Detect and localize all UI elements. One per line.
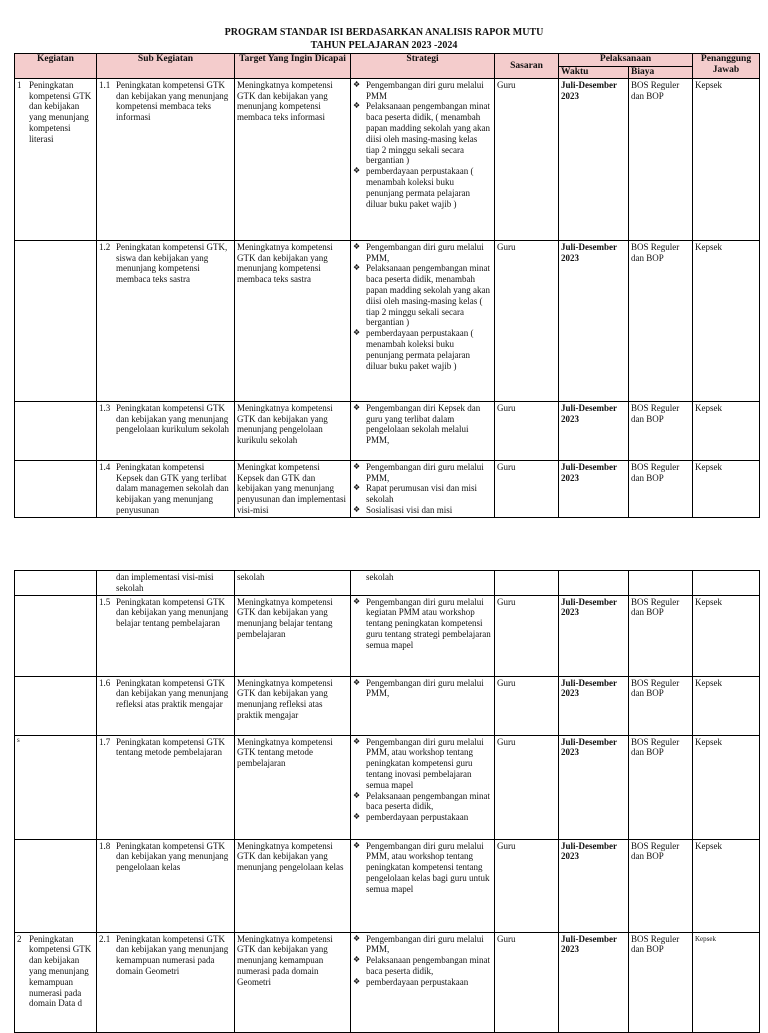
sub-kegiatan-text: Peningkatan kompetensi GTK dan kebijakan yang menunjang refleksi atas praktik mengajar: [116, 677, 229, 710]
table-row: [15, 571, 760, 596]
strategi-text: sekolah: [366, 572, 394, 582]
strategi-cell: [351, 595, 495, 676]
kegiatan-number: 2: [17, 933, 22, 944]
strategi-item: ❖ pemberdayaan perpustakaan: [353, 977, 492, 988]
biaya-cell: BOS Reguler dan BOP: [629, 401, 693, 460]
header-target: Target Yang Ingin Dicapai: [235, 54, 351, 79]
sub-kegiatan-number: 1.4: [99, 461, 111, 472]
strategi-item: ❖ Pengembangan diri guru melalui PMM,: [353, 462, 492, 484]
kegiatan-cell: [15, 735, 97, 839]
table-row: [15, 839, 760, 932]
header-sasaran: Sasaran: [495, 54, 559, 79]
sasaran-cell: Guru: [495, 735, 559, 839]
penanggung-jawab-cell: Kepsek: [693, 735, 760, 839]
table-row: [15, 932, 760, 1032]
target-cell: Meningkatnya kompetensi GTK dan kebijakan yang menunjang kemampuan numerasi pada domain Geometri: [235, 932, 351, 1032]
table-row: [15, 78, 760, 240]
biaya-cell: BOS Reguler dan BOP: [629, 735, 693, 839]
sub-kegiatan-text: Peningkatan kompetensi GTK dan kebijakan yang menunjang kemampuan numerasi pada domain Geometri: [116, 933, 229, 976]
waktu-cell: Juli-Desember 2023: [559, 839, 629, 932]
biaya-cell: BOS Reguler dan BOP: [629, 595, 693, 676]
strategi-list: [353, 462, 492, 516]
waktu-cell: Juli-Desember 2023: [559, 932, 629, 1032]
target-cell: Meningkatnya kompetensi GTK dan kebijakan yang menunjang pengelolaan kurikulu sekolah: [235, 401, 351, 460]
target-cell: Meningkatnya kompetensi GTK dan kebijakan yang menunjang refleksi atas praktik mengajar: [235, 676, 351, 735]
strategi-item: ❖ Pelaksanaan pengembangan minat baca peserta didik, menambah papan madding sekolah yang akan diisi oleh masing-masing kelas ( tiap 2 minggu sekali secara bergantian ): [353, 263, 492, 328]
strategi-item: ❖ Rapat perumusan visi dan misi sekolah: [353, 483, 492, 505]
penanggung-jawab-cell: Kepsek: [693, 460, 760, 517]
margin-mark: s: [17, 736, 20, 744]
kegiatan-cell: [15, 460, 97, 517]
penanggung-jawab-cell: Kepsek: [693, 839, 760, 932]
sub-kegiatan-cell: [97, 78, 235, 240]
kegiatan-number: 1: [17, 79, 22, 90]
target-cell: Meningkatnya kompetensi GTK dan kebijakan yang menunjang belajar tentang pembelajaran: [235, 595, 351, 676]
sub-kegiatan-cell: [97, 839, 235, 932]
strategi-list: [353, 934, 492, 988]
sub-kegiatan-text: dan implementasi visi-misi sekolah: [116, 572, 214, 593]
header-strategi: Strategi: [351, 54, 495, 79]
strategi-item: ❖ pemberdayaan perpustakaan ( menambah koleksi buku penunjang permata pelajaran diluar buku paket wajib ): [353, 328, 492, 371]
waktu-cell: Juli-Desember 2023: [559, 401, 629, 460]
biaya-cell: BOS Reguler dan BOP: [629, 240, 693, 401]
header-penanggung-jawab: Penanggung Jawab: [693, 54, 760, 79]
strategi-item: ❖ Pengembangan diri guru melalui PMM, atau workshop tentang peningkatan kompetensi tentang pengelolaan kelas bagi guru untuk semua mapel: [353, 841, 492, 895]
kegiatan-cell: [15, 240, 97, 401]
sub-kegiatan-cell: [97, 571, 235, 596]
sub-kegiatan-cell: [97, 676, 235, 735]
sasaran-cell: Guru: [495, 676, 559, 735]
strategi-cell: [351, 240, 495, 401]
program-table-page1: [14, 53, 760, 518]
waktu-cell: Juli-Desember 2023: [559, 78, 629, 240]
sub-kegiatan-cell: [97, 240, 235, 401]
penanggung-jawab-cell: Kepsek: [693, 595, 760, 676]
target-cell: Meningkatnya kompetensi GTK tentang metode pembelajaran: [235, 735, 351, 839]
waktu-cell: Juli-Desember 2023: [559, 595, 629, 676]
strategi-cell: [351, 839, 495, 932]
sub-kegiatan-number: 2.1: [99, 933, 111, 944]
sub-kegiatan-text: Peningkatan kompetensi GTK, siswa dan kebijakan yang menunjang kompetensi membaca teks sastra: [116, 241, 228, 285]
strategi-item: ❖ Pengembangan diri guru melalui PMM,: [353, 678, 492, 700]
strategi-list: [353, 403, 492, 446]
sub-kegiatan-number: 1.3: [99, 402, 111, 413]
kegiatan-cell: [15, 78, 97, 240]
sub-kegiatan-cell: [97, 932, 235, 1032]
strategi-item: ❖ Pengembangan diri guru melalui PMM,: [353, 934, 492, 956]
waktu-cell: Juli-Desember 2023: [559, 240, 629, 401]
table-row: [15, 735, 760, 839]
sub-kegiatan-cell: [97, 401, 235, 460]
strategi-item: ❖ Pelaksanaan pengembangan minat baca peserta didik, ( menambah papan madding sekolah yang akan diisi oleh masing-masing kelas tiap 2 minggu sekali secara bergantian ): [353, 101, 492, 166]
document-title: PROGRAM STANDAR ISI BERDASARKAN ANALISIS RAPOR MUTU: [224, 27, 544, 38]
sub-kegiatan-text: Peningkatan kompetensi GTK dan kebijakan yang menunjang pengelolaan kurikulum sekolah: [116, 402, 229, 435]
sub-kegiatan-text: Peningkatan kompetensi GTK tentang metode pembelajaran: [116, 736, 225, 758]
target-cell: Meningkatnya kompetensi GTK dan kebijakan yang menunjang kompetensi membaca teks informasi: [235, 78, 351, 240]
kegiatan-cell: [15, 571, 97, 596]
kegiatan-cell: [15, 932, 97, 1032]
strategi-item: ❖ Pengembangan diri guru melalui PMM: [353, 80, 492, 102]
kegiatan-cell: [15, 595, 97, 676]
strategi-list: [353, 80, 492, 210]
strategi-cell: [351, 460, 495, 517]
sub-kegiatan-number: 1.2: [99, 241, 111, 252]
penanggung-jawab-cell: Kepsek: [693, 78, 760, 240]
penanggung-jawab-cell: Kepsek: [693, 240, 760, 401]
program-table-page2: [14, 570, 760, 1033]
sub-kegiatan-number: 1.6: [99, 677, 111, 688]
penanggung-jawab-cell: Kepsek: [693, 401, 760, 460]
strategi-cell: [351, 676, 495, 735]
strategi-cell: [351, 571, 495, 596]
sub-kegiatan-cell: [97, 735, 235, 839]
strategi-list: [353, 242, 492, 372]
strategi-cell: [351, 78, 495, 240]
strategi-item: ❖ Pengembangan diri guru melalui kegiatan PMM atau workshop tentang peningkatan kompetensi guru tentang strategi pembelajaran semua mapel: [353, 597, 492, 651]
strategi-item: ❖ pemberdayaan perpustakaan: [353, 812, 492, 823]
sub-kegiatan-number: 1.7: [99, 736, 111, 747]
target-cell: Meningkatnya kompetensi GTK dan kebijakan yang menunjang kompetensi membaca teks sastra: [235, 240, 351, 401]
waktu-cell: Juli-Desember 2023: [559, 676, 629, 735]
sub-kegiatan-text: Peningkatan kompetensi GTK dan kebijakan yang menunjang belajar tentang pembelajaran: [116, 596, 229, 629]
waktu-cell: Juli-Desember 2023: [559, 735, 629, 839]
header-kegiatan: Kegiatan: [15, 54, 97, 79]
strategi-cell: [351, 735, 495, 839]
biaya-cell: BOS Reguler dan BOP: [629, 676, 693, 735]
target-cell: sekolah: [235, 571, 351, 596]
document-subtitle: TAHUN PELAJARAN 2023 -2024: [310, 40, 458, 51]
sasaran-cell: Guru: [495, 460, 559, 517]
biaya-cell: BOS Reguler dan BOP: [629, 932, 693, 1032]
strategi-list: [353, 678, 492, 700]
biaya-cell: BOS Reguler dan BOP: [629, 839, 693, 932]
strategi-item: ❖ Pengembangan diri guru melalui PMM, atau workshop tentang peningkatan kompetensi guru tentang inovasi pembelajaran semua mapel: [353, 737, 492, 791]
sub-kegiatan-text: Peningkatan kompetensi GTK dan kebijakan yang menunjang kompetensi membaca teks informasi: [116, 79, 229, 123]
strategi-item: ❖ Pengembangan diri guru melalui PMM,: [353, 242, 492, 264]
sub-kegiatan-number: 1.8: [99, 840, 111, 851]
table-row: [15, 240, 760, 401]
sub-kegiatan-cell: [97, 595, 235, 676]
kegiatan-cell: [15, 839, 97, 932]
sub-kegiatan-number: 1.5: [99, 596, 111, 607]
kegiatan-text: Peningkatan kompetensi GTK dan kebijakan yang menunjang kemampuan numerasi pada domain Data d: [29, 933, 92, 1009]
biaya-cell: [629, 571, 693, 596]
penanggung-jawab-cell: [693, 571, 760, 596]
sub-kegiatan-number: [99, 572, 116, 594]
sasaran-cell: [495, 571, 559, 596]
waktu-cell: [559, 571, 629, 596]
table-row: [15, 401, 760, 460]
biaya-cell: BOS Reguler dan BOP: [629, 78, 693, 240]
strategi-item: ❖ Pengembangan diri Kepsek dan guru yang terlibat dalam pengelolaan sekolah melalui PMM,: [353, 403, 492, 446]
sub-kegiatan-text: Peningkatan kompetensi GTK dan kebijakan yang menunjang pengelolaan kelas: [116, 840, 229, 873]
strategi-list: [353, 737, 492, 823]
kegiatan-text: Peningkatan kompetensi GTK dan kebijakan yang menunjang kompetensi literasi: [29, 79, 92, 144]
waktu-cell: Juli-Desember 2023: [559, 460, 629, 517]
strategi-cell: [351, 401, 495, 460]
strategi-list: [353, 841, 492, 895]
kegiatan-cell: [15, 401, 97, 460]
strategi-list: [353, 597, 492, 651]
strategi-cell: [351, 932, 495, 1032]
sasaran-cell: Guru: [495, 932, 559, 1032]
table-row: [15, 676, 760, 735]
header-biaya: Biaya: [629, 67, 693, 79]
strategi-item: ❖ Pelaksanaan pengembangan minat baca peserta didik,: [353, 955, 492, 977]
kegiatan-cell: [15, 676, 97, 735]
penanggung-jawab-cell: Kepsek: [693, 932, 760, 1032]
sub-kegiatan-text: Peningkatan kompetensi Kepsek dan GTK yang terlibat dalam managemen sekolah dan kebijakan yang menunjang penyusunan: [116, 461, 229, 515]
sasaran-cell: Guru: [495, 839, 559, 932]
sasaran-cell: Guru: [495, 595, 559, 676]
sasaran-cell: Guru: [495, 240, 559, 401]
sasaran-cell: Guru: [495, 401, 559, 460]
strategi-item: ❖ pemberdayaan perpustakaan ( menambah koleksi buku penunjang permata pelajaran diluar buku paket wajib ): [353, 166, 492, 209]
header-waktu: Waktu: [559, 67, 629, 79]
penanggung-jawab-cell: Kepsek: [693, 676, 760, 735]
strategi-item: ❖ Sosialisasi visi dan misi: [353, 505, 492, 516]
header-sub-kegiatan: Sub Kegiatan: [97, 54, 235, 79]
sub-kegiatan-number: 1.1: [99, 79, 111, 90]
table-row: [15, 595, 760, 676]
header-pelaksanaan: Pelaksanaan: [559, 54, 693, 67]
strategi-item: ❖ Pelaksanaan pengembangan minat baca peserta didik,: [353, 791, 492, 813]
biaya-cell: BOS Reguler dan BOP: [629, 460, 693, 517]
sasaran-cell: Guru: [495, 78, 559, 240]
sub-kegiatan-cell: [97, 460, 235, 517]
target-cell: Meningkat kompetensi Kepsek dan GTK dan kebijakan yang menunjang penyusunan dan implementasi visi-misi: [235, 460, 351, 517]
target-cell: Meningkatnya kompetensi GTK dan kebijakan yang menunjang pengelolaan kelas: [235, 839, 351, 932]
table-row: [15, 460, 760, 517]
